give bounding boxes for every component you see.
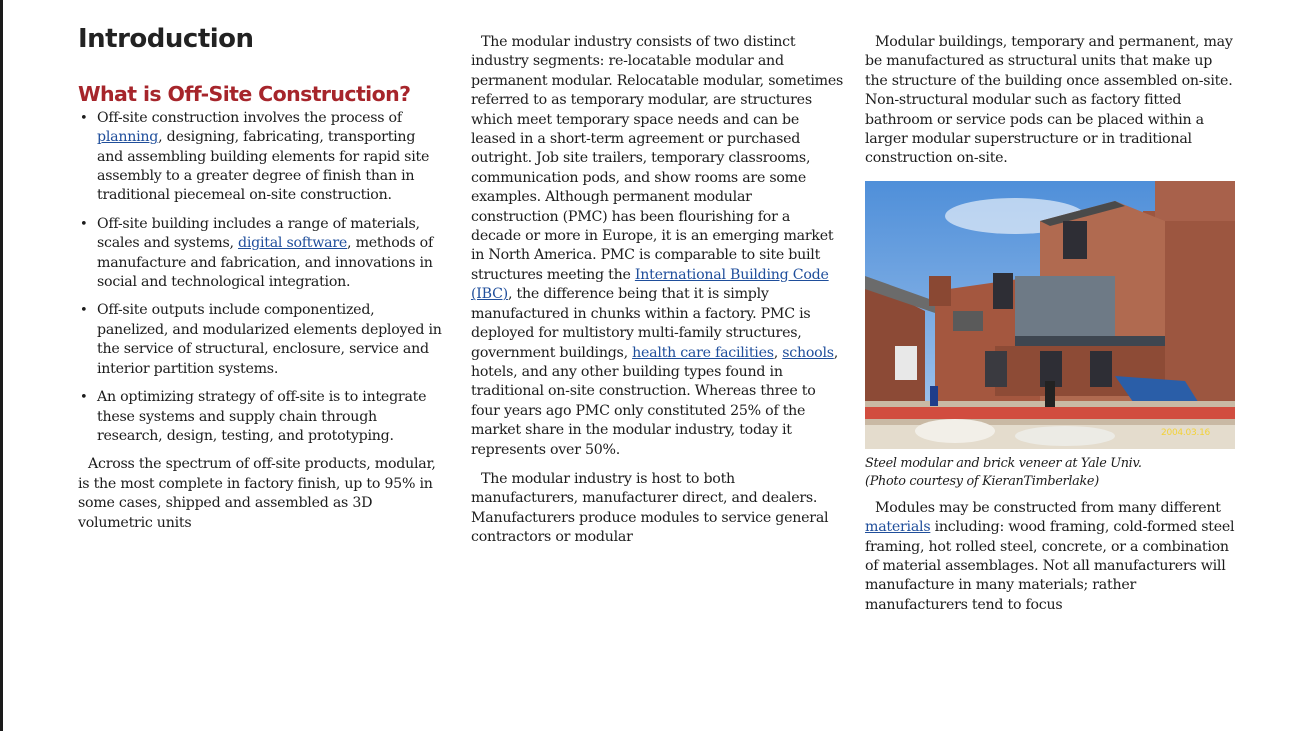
inline-link[interactable]: health care facilities [632,344,774,361]
caption-credit: (Photo courtesy of KieranTimberlake) [865,473,1099,489]
body-paragraph: Across the spectrum of off-site products, modular, is the most complete in factory finish, up to 95% in some cases, shipped and assembled as 3D volumetric units [78,456,436,531]
photo-date-stamp: 2004.03.16 [1161,427,1211,438]
list-item-text: Off-site building includes a range of materials, scales and systems, digital software, methods of manufacture and fabrication, and innovations in social and technological integration. [97,215,433,291]
list-item [78,301,444,379]
bullet-icon: • [80,110,88,126]
building-photo [865,181,1235,449]
photo-caption [865,455,1237,491]
column-3 [865,0,1237,615]
list-item [78,388,444,446]
column-2 [471,0,843,548]
body-paragraph: Modular buildings, temporary and permanent, may be manufactured as structural units that make up the structure of the building once assembled on-site. Non-structural modular such as factory fitted bathroom or service pods can be placed within a larger modular superstructure or in traditional construction on-site. [865,34,1233,167]
page-title: Introduction [78,24,254,54]
building-photo-image [865,181,1235,449]
bullet-list [78,109,444,447]
inline-link[interactable]: International Building Code (IBC) [471,266,829,303]
column-1 [78,0,444,533]
body-paragraph: Modules may be constructed from many different materials including: wood framing, cold-formed steel framing, hot rolled steel, concrete, or a combination of material assemblages. Not all manufacturers will manufacture in many materials; rather manufacturers tend to focus [865,499,1235,613]
list-item-text: An optimizing strategy of off-site is to integrate these systems and supply chain through research, design, testing, and prototyping. [97,389,427,444]
inline-link[interactable]: materials [865,519,931,536]
page-left-border [0,0,3,731]
body-paragraph: The modular industry consists of two distinct industry segments: re-locatable modular and permanent modular. Relocatable modular, sometimes referred to as temporary modular, are structures which meet temporary space needs and can be leased in a short-term agreement or purchased outright. Job site trailers, temporary classrooms, communication pods, and show rooms are some examples. Although permanent modular construction (PMC) has been flourishing for a decade or more in Europe, it is an emerging market in North America. PMC is comparable to site built structures meeting the International Building Code (IBC), the difference being that it is simply manufactured in chunks within a factory. PMC is deployed for multistory multi-family structures, government buildings, health care facilities, schools, hotels, and any other building types found in traditional on-site construction. Whereas three to four years ago PMC only constituted 25% of the market share in the modular industry, today it represents over 50%. [471,34,843,458]
inline-link[interactable]: schools [782,344,834,361]
list-item-text: Off-site outputs include componentized, panelized, and modularized elements deployed in the service of structural, enclosure, service and interior partition systems. [97,302,442,377]
list-item-text: Off-site construction involves the process of planning, designing, fabricating, transporting and assembling building elements for rapid site assembly to a greater degree of finish than in traditional piecemeal on-site construction. [97,109,430,204]
inline-link[interactable]: planning [97,129,159,146]
bullet-icon: • [80,216,88,232]
bullet-icon: • [80,303,88,319]
inline-link[interactable]: digital software [238,235,348,252]
list-item [78,215,444,293]
body-paragraph: The modular industry is host to both manufacturers, manufacturer direct, and dealers. Manufacturers produce modules to service general contractors or modular [471,470,829,546]
list-item [78,109,444,206]
section-heading: What is Off-Site Construction? [78,82,411,107]
bullet-icon: • [80,390,88,406]
caption-line: Steel modular and brick veneer at Yale Univ. [865,455,1142,471]
